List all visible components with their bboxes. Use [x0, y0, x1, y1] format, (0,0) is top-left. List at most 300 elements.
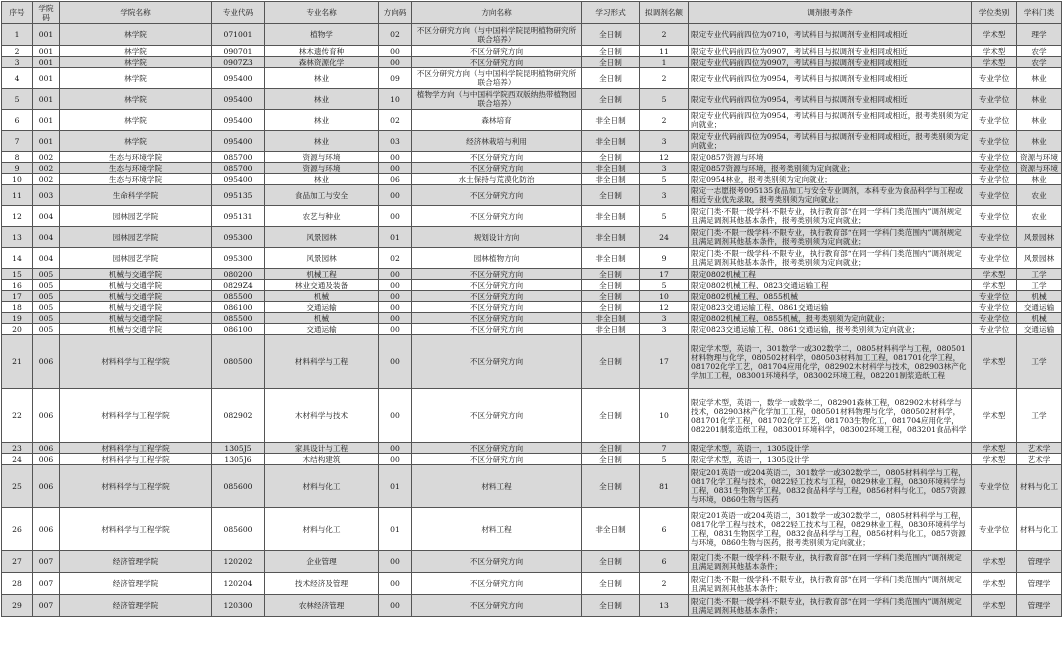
college-name-cell: 经济管理学院	[60, 573, 212, 595]
degree-type-cell: 专业学位	[972, 174, 1017, 185]
major-name-cell: 交通运输	[265, 302, 379, 313]
major-name-cell: 木结构建筑	[265, 454, 379, 465]
discipline-cell: 交通运输	[1017, 324, 1062, 335]
row-number-cell: 28	[2, 573, 33, 595]
table-row	[2, 24, 1062, 46]
direction-name-cell: 规划设计方向	[412, 227, 582, 248]
conditions-cell: 限定专业代码前四位为0954，考试科目与拟调剂专业相同或相近	[689, 68, 972, 89]
major-name-cell: 企业管理	[265, 551, 379, 573]
college-name-cell: 机械与交通学院	[60, 291, 212, 302]
major-name-cell: 风景园林	[265, 227, 379, 248]
quota-cell: 9	[640, 248, 689, 269]
quota-cell: 2	[640, 24, 689, 46]
discipline-cell: 农学	[1017, 57, 1062, 68]
direction-name-cell: 不区分研究方向	[412, 302, 582, 313]
row-number-cell: 10	[2, 174, 33, 185]
discipline-cell: 林业	[1017, 131, 1062, 152]
study-mode-cell: 全日制	[582, 454, 640, 465]
major-code-cell: 080500	[212, 335, 265, 389]
direction-code-cell: 00	[379, 280, 412, 291]
study-mode-cell: 全日制	[582, 465, 640, 508]
direction-code-cell: 06	[379, 174, 412, 185]
major-code-cell: 085700	[212, 152, 265, 163]
major-name-cell: 食品加工与安全	[265, 185, 379, 206]
discipline-cell: 林业	[1017, 68, 1062, 89]
direction-code-cell: 00	[379, 46, 412, 57]
study-mode-cell: 全日制	[582, 551, 640, 573]
study-mode-cell: 全日制	[582, 185, 640, 206]
header-cell: 序号	[2, 2, 33, 24]
header-cell: 调剂报考条件	[689, 2, 972, 24]
quota-cell: 12	[640, 152, 689, 163]
conditions-cell: 限定学术型，英语一，301数学一或302数学二，0805材料科学与工程，080501材料物理与化学，080502材料学，080503材料加工工程，081701化学工程，081702化学工艺，081704应用化学，082902木材科学与技术，082903林产化学加工工程，083001环境科学，083002环境工程，082201制浆造纸工程	[689, 335, 972, 389]
college-name-cell: 林学院	[60, 24, 212, 46]
header-row	[2, 2, 1062, 24]
direction-code-cell: 00	[379, 389, 412, 443]
degree-type-cell: 学术型	[972, 57, 1017, 68]
header-cell: 方向码	[379, 2, 412, 24]
study-mode-cell: 全日制	[582, 335, 640, 389]
college-name-cell: 材料科学与工程学院	[60, 454, 212, 465]
major-name-cell: 材料科学与工程	[265, 335, 379, 389]
major-code-cell: 095400	[212, 68, 265, 89]
degree-type-cell: 专业学位	[972, 313, 1017, 324]
quota-cell: 3	[640, 313, 689, 324]
row-number-cell: 22	[2, 389, 33, 443]
table-row	[2, 174, 1062, 185]
quota-cell: 3	[640, 131, 689, 152]
direction-name-cell: 材料工程	[412, 465, 582, 508]
table-row	[2, 206, 1062, 227]
major-name-cell: 林业交通及装备	[265, 280, 379, 291]
table-row	[2, 110, 1062, 131]
conditions-cell: 限定门类·不限一级学科·不限专业，执行教育部“在同一学科门类范围内”调剂规定且满足调剂其他基本条件；	[689, 573, 972, 595]
conditions-cell: 限定专业代码前四位为0954，考试科目与拟调剂专业相同或相近，报考类别须为定向就业；	[689, 131, 972, 152]
direction-name-cell: 不区分研究方向	[412, 335, 582, 389]
direction-code-cell: 02	[379, 110, 412, 131]
row-number-cell: 14	[2, 248, 33, 269]
quota-cell: 5	[640, 174, 689, 185]
table-row	[2, 389, 1062, 443]
direction-name-cell: 经济林栽培与利用	[412, 131, 582, 152]
major-code-cell: 085500	[212, 291, 265, 302]
table-row	[2, 185, 1062, 206]
college-name-cell: 经济管理学院	[60, 551, 212, 573]
study-mode-cell: 全日制	[582, 443, 640, 454]
major-name-cell: 木材科学与技术	[265, 389, 379, 443]
discipline-cell: 资源与环境	[1017, 152, 1062, 163]
college-code-cell: 006	[33, 454, 60, 465]
college-name-cell: 经济管理学院	[60, 595, 212, 617]
direction-name-cell: 不区分研究方向	[412, 152, 582, 163]
direction-name-cell: 不区分研究方向（与中国科学院昆明植物研究所联合培养）	[412, 24, 582, 46]
discipline-cell: 风景园林	[1017, 227, 1062, 248]
direction-code-cell: 00	[379, 152, 412, 163]
major-code-cell: 095400	[212, 89, 265, 110]
college-code-cell: 006	[33, 508, 60, 551]
quota-cell: 5	[640, 89, 689, 110]
table-row	[2, 454, 1062, 465]
college-name-cell: 园林园艺学院	[60, 248, 212, 269]
discipline-cell: 农业	[1017, 185, 1062, 206]
conditions-cell: 限定0802机械工程、0855机械	[689, 291, 972, 302]
direction-name-cell: 材料工程	[412, 508, 582, 551]
discipline-cell: 管理学	[1017, 573, 1062, 595]
table-row	[2, 508, 1062, 551]
college-code-cell: 001	[33, 68, 60, 89]
direction-code-cell: 00	[379, 302, 412, 313]
row-number-cell: 12	[2, 206, 33, 227]
college-name-cell: 生态与环境学院	[60, 163, 212, 174]
study-mode-cell: 全日制	[582, 152, 640, 163]
college-code-cell: 001	[33, 24, 60, 46]
discipline-cell: 材料与化工	[1017, 508, 1062, 551]
row-number-cell: 29	[2, 595, 33, 617]
college-name-cell: 林学院	[60, 68, 212, 89]
college-code-cell: 002	[33, 163, 60, 174]
row-number-cell: 3	[2, 57, 33, 68]
college-code-cell: 001	[33, 57, 60, 68]
college-name-cell: 生命科学学院	[60, 185, 212, 206]
row-number-cell: 16	[2, 280, 33, 291]
study-mode-cell: 非全日制	[582, 131, 640, 152]
table-row	[2, 291, 1062, 302]
conditions-cell: 限定0954林业，报考类别须为定向就业；	[689, 174, 972, 185]
direction-code-cell: 01	[379, 508, 412, 551]
study-mode-cell: 全日制	[582, 573, 640, 595]
college-code-cell: 005	[33, 280, 60, 291]
major-name-cell: 农艺与种业	[265, 206, 379, 227]
direction-code-cell: 00	[379, 206, 412, 227]
discipline-cell: 工学	[1017, 280, 1062, 291]
major-code-cell: 095131	[212, 206, 265, 227]
study-mode-cell: 全日制	[582, 302, 640, 313]
discipline-cell: 机械	[1017, 313, 1062, 324]
major-code-cell: 095400	[212, 174, 265, 185]
conditions-cell: 限定门类·不限一级学科·不限专业，执行教育部“在同一学科门类范围内”调剂规定且满足调剂其他基本条件；	[689, 551, 972, 573]
major-code-cell: 120204	[212, 573, 265, 595]
major-name-cell: 风景园林	[265, 248, 379, 269]
table-row	[2, 248, 1062, 269]
conditions-cell: 限定0802机械工程、0855机械，报考类别须为定向就业；	[689, 313, 972, 324]
study-mode-cell: 全日制	[582, 68, 640, 89]
major-code-cell: 095300	[212, 248, 265, 269]
conditions-cell: 限定专业代码前四位为0710，考试科目与拟调剂专业相同或相近	[689, 24, 972, 46]
college-code-cell: 003	[33, 185, 60, 206]
table-row	[2, 57, 1062, 68]
header-cell: 学科门类	[1017, 2, 1062, 24]
degree-type-cell: 学术型	[972, 269, 1017, 280]
direction-code-cell: 00	[379, 551, 412, 573]
discipline-cell: 农学	[1017, 46, 1062, 57]
direction-name-cell: 不区分研究方向	[412, 163, 582, 174]
direction-code-cell: 00	[379, 291, 412, 302]
header-cell: 专业名称	[265, 2, 379, 24]
direction-name-cell: 森林培育	[412, 110, 582, 131]
discipline-cell: 林业	[1017, 89, 1062, 110]
major-code-cell: 120300	[212, 595, 265, 617]
study-mode-cell: 全日制	[582, 46, 640, 57]
college-name-cell: 林学院	[60, 89, 212, 110]
college-code-cell: 004	[33, 227, 60, 248]
study-mode-cell: 全日制	[582, 280, 640, 291]
row-number-cell: 15	[2, 269, 33, 280]
study-mode-cell: 全日制	[582, 291, 640, 302]
degree-type-cell: 学术型	[972, 335, 1017, 389]
discipline-cell: 农业	[1017, 206, 1062, 227]
row-number-cell: 1	[2, 24, 33, 46]
degree-type-cell: 专业学位	[972, 302, 1017, 313]
major-code-cell: 085500	[212, 313, 265, 324]
degree-type-cell: 专业学位	[972, 291, 1017, 302]
row-number-cell: 26	[2, 508, 33, 551]
table-row	[2, 46, 1062, 57]
college-name-cell: 材料科学与工程学院	[60, 389, 212, 443]
discipline-cell: 风景园林	[1017, 248, 1062, 269]
college-name-cell: 材料科学与工程学院	[60, 508, 212, 551]
college-code-cell: 002	[33, 152, 60, 163]
study-mode-cell: 非全日制	[582, 206, 640, 227]
direction-code-cell: 00	[379, 185, 412, 206]
header-cell: 学院码	[33, 2, 60, 24]
major-name-cell: 机械工程	[265, 269, 379, 280]
table-row	[2, 89, 1062, 110]
conditions-cell: 限定0857资源与环境	[689, 152, 972, 163]
row-number-cell: 11	[2, 185, 33, 206]
degree-type-cell: 学术型	[972, 551, 1017, 573]
direction-code-cell: 00	[379, 324, 412, 335]
major-code-cell: 090701	[212, 46, 265, 57]
discipline-cell: 管理学	[1017, 551, 1062, 573]
degree-type-cell: 专业学位	[972, 185, 1017, 206]
degree-type-cell: 学术型	[972, 24, 1017, 46]
study-mode-cell: 全日制	[582, 57, 640, 68]
quota-cell: 10	[640, 389, 689, 443]
table-row	[2, 163, 1062, 174]
quota-cell: 24	[640, 227, 689, 248]
direction-name-cell: 不区分研究方向	[412, 206, 582, 227]
degree-type-cell: 学术型	[972, 454, 1017, 465]
quota-cell: 7	[640, 443, 689, 454]
major-code-cell: 120202	[212, 551, 265, 573]
header-cell: 专业代码	[212, 2, 265, 24]
college-code-cell: 004	[33, 206, 60, 227]
college-name-cell: 林学院	[60, 46, 212, 57]
college-code-cell: 001	[33, 131, 60, 152]
conditions-cell: 限定0823交通运输工程、0861交通运输	[689, 302, 972, 313]
college-code-cell: 001	[33, 46, 60, 57]
major-name-cell: 农林经济管理	[265, 595, 379, 617]
conditions-cell: 限定专业代码前四位为0907，考试科目与拟调剂专业相同或相近	[689, 57, 972, 68]
major-name-cell: 材料与化工	[265, 465, 379, 508]
quota-cell: 1	[640, 57, 689, 68]
row-number-cell: 9	[2, 163, 33, 174]
study-mode-cell: 全日制	[582, 269, 640, 280]
major-name-cell: 林业	[265, 131, 379, 152]
major-name-cell: 林业	[265, 89, 379, 110]
quota-cell: 3	[640, 163, 689, 174]
row-number-cell: 21	[2, 335, 33, 389]
direction-name-cell: 植物学方向（与中国科学院西双版纳热带植物园联合培养）	[412, 89, 582, 110]
major-code-cell: 095400	[212, 110, 265, 131]
degree-type-cell: 学术型	[972, 595, 1017, 617]
degree-type-cell: 专业学位	[972, 163, 1017, 174]
discipline-cell: 材料与化工	[1017, 465, 1062, 508]
table-row	[2, 131, 1062, 152]
degree-type-cell: 专业学位	[972, 324, 1017, 335]
table-row	[2, 227, 1062, 248]
direction-name-cell: 不区分研究方向	[412, 443, 582, 454]
degree-type-cell: 专业学位	[972, 465, 1017, 508]
conditions-cell: 限定0823交通运输工程、0861交通运输，报考类别须为定向就业；	[689, 324, 972, 335]
major-code-cell: 095135	[212, 185, 265, 206]
table-row	[2, 269, 1062, 280]
college-name-cell: 机械与交通学院	[60, 269, 212, 280]
college-code-cell: 005	[33, 269, 60, 280]
college-code-cell: 007	[33, 573, 60, 595]
quota-cell: 3	[640, 324, 689, 335]
direction-name-cell: 不区分研究方向	[412, 280, 582, 291]
table-row	[2, 68, 1062, 89]
degree-type-cell: 学术型	[972, 573, 1017, 595]
quota-cell: 6	[640, 508, 689, 551]
study-mode-cell: 全日制	[582, 24, 640, 46]
major-code-cell: 071001	[212, 24, 265, 46]
conditions-cell: 限定0857资源与环境，报考类别须为定向就业；	[689, 163, 972, 174]
direction-code-cell: 00	[379, 269, 412, 280]
college-name-cell: 机械与交通学院	[60, 324, 212, 335]
direction-name-cell: 水土保持与荒漠化防治	[412, 174, 582, 185]
direction-name-cell: 不区分研究方向	[412, 57, 582, 68]
college-code-cell: 002	[33, 174, 60, 185]
direction-name-cell: 不区分研究方向	[412, 46, 582, 57]
college-code-cell: 007	[33, 551, 60, 573]
table-row	[2, 443, 1062, 454]
study-mode-cell: 非全日制	[582, 248, 640, 269]
direction-name-cell: 不区分研究方向（与中国科学院昆明植物研究所联合培养）	[412, 68, 582, 89]
direction-name-cell: 不区分研究方向	[412, 291, 582, 302]
major-name-cell: 森林资源化学	[265, 57, 379, 68]
table-row	[2, 465, 1062, 508]
discipline-cell: 艺术学	[1017, 454, 1062, 465]
discipline-cell: 林业	[1017, 174, 1062, 185]
study-mode-cell: 全日制	[582, 89, 640, 110]
major-code-cell: 080200	[212, 269, 265, 280]
degree-type-cell: 专业学位	[972, 206, 1017, 227]
header-cell: 学院名称	[60, 2, 212, 24]
direction-name-cell: 不区分研究方向	[412, 551, 582, 573]
header-cell: 学位类别	[972, 2, 1017, 24]
discipline-cell: 机械	[1017, 291, 1062, 302]
college-name-cell: 材料科学与工程学院	[60, 465, 212, 508]
discipline-cell: 工学	[1017, 269, 1062, 280]
degree-type-cell: 专业学位	[972, 68, 1017, 89]
quota-cell: 5	[640, 280, 689, 291]
major-code-cell: 0907Z3	[212, 57, 265, 68]
row-number-cell: 20	[2, 324, 33, 335]
table-row	[2, 302, 1062, 313]
table-body	[2, 24, 1062, 617]
direction-code-cell: 00	[379, 57, 412, 68]
study-mode-cell: 全日制	[582, 595, 640, 617]
direction-code-cell: 02	[379, 24, 412, 46]
college-name-cell: 材料科学与工程学院	[60, 443, 212, 454]
discipline-cell: 工学	[1017, 389, 1062, 443]
quota-cell: 11	[640, 46, 689, 57]
row-number-cell: 24	[2, 454, 33, 465]
major-code-cell: 095300	[212, 227, 265, 248]
discipline-cell: 林业	[1017, 110, 1062, 131]
row-number-cell: 8	[2, 152, 33, 163]
discipline-cell: 工学	[1017, 335, 1062, 389]
table-row	[2, 595, 1062, 617]
header-cell: 学习形式	[582, 2, 640, 24]
conditions-cell: 限定专业代码前四位为0954，考试科目与拟调剂专业相同或相近	[689, 89, 972, 110]
conditions-cell: 限定门类·不限一级学科·不限专业，执行教育部“在同一学科门类范围内”调剂规定且满足调剂其他基本条件，报考类别须为定向就业；	[689, 248, 972, 269]
header-cell: 方向名称	[412, 2, 582, 24]
degree-type-cell: 学术型	[972, 389, 1017, 443]
degree-type-cell: 专业学位	[972, 110, 1017, 131]
conditions-cell: 限定专业代码前四位为0954，考试科目与拟调剂专业相同或相近，报考类别须为定向就业；	[689, 110, 972, 131]
college-name-cell: 林学院	[60, 57, 212, 68]
degree-type-cell: 学术型	[972, 280, 1017, 291]
major-name-cell: 林业	[265, 174, 379, 185]
direction-name-cell: 不区分研究方向	[412, 313, 582, 324]
major-code-cell: 085600	[212, 508, 265, 551]
direction-code-cell: 10	[379, 89, 412, 110]
major-code-cell: 1305J5	[212, 443, 265, 454]
direction-name-cell: 不区分研究方向	[412, 389, 582, 443]
conditions-cell: 限定专业代码前四位为0907，考试科目与拟调剂专业相同或相近	[689, 46, 972, 57]
degree-type-cell: 学术型	[972, 46, 1017, 57]
quota-cell: 2	[640, 573, 689, 595]
row-number-cell: 6	[2, 110, 33, 131]
direction-code-cell: 01	[379, 465, 412, 508]
quota-cell: 10	[640, 291, 689, 302]
direction-code-cell: 00	[379, 335, 412, 389]
table-row	[2, 335, 1062, 389]
major-name-cell: 资源与环境	[265, 152, 379, 163]
discipline-cell: 资源与环境	[1017, 163, 1062, 174]
direction-code-cell: 00	[379, 454, 412, 465]
degree-type-cell: 专业学位	[972, 152, 1017, 163]
row-number-cell: 23	[2, 443, 33, 454]
college-code-cell: 006	[33, 389, 60, 443]
college-code-cell: 004	[33, 248, 60, 269]
college-code-cell: 001	[33, 110, 60, 131]
major-code-cell: 0829Z4	[212, 280, 265, 291]
college-name-cell: 材料科学与工程学院	[60, 335, 212, 389]
degree-type-cell: 专业学位	[972, 508, 1017, 551]
study-mode-cell: 非全日制	[582, 110, 640, 131]
college-name-cell: 林学院	[60, 110, 212, 131]
table-row	[2, 152, 1062, 163]
conditions-cell: 限定学术型，英语一，1305设计学	[689, 454, 972, 465]
conditions-cell: 限定201英语一或204英语二，301数学一或302数学二，0805材料科学与工程，0817化学工程与技术，0822轻工技术与工程，0829林业工程，0830环境科学与工程，0831生物医学工程，0832食品科学与工程，0856材料与化工，0857资源与环境，0860生物与医药	[689, 465, 972, 508]
direction-name-cell: 不区分研究方向	[412, 595, 582, 617]
study-mode-cell: 非全日制	[582, 174, 640, 185]
college-name-cell: 园林园艺学院	[60, 206, 212, 227]
study-mode-cell: 非全日制	[582, 313, 640, 324]
row-number-cell: 19	[2, 313, 33, 324]
college-code-cell: 005	[33, 291, 60, 302]
major-code-cell: 082902	[212, 389, 265, 443]
college-name-cell: 机械与交通学院	[60, 280, 212, 291]
table-row	[2, 551, 1062, 573]
major-code-cell: 086100	[212, 324, 265, 335]
college-code-cell: 005	[33, 324, 60, 335]
college-code-cell: 006	[33, 335, 60, 389]
